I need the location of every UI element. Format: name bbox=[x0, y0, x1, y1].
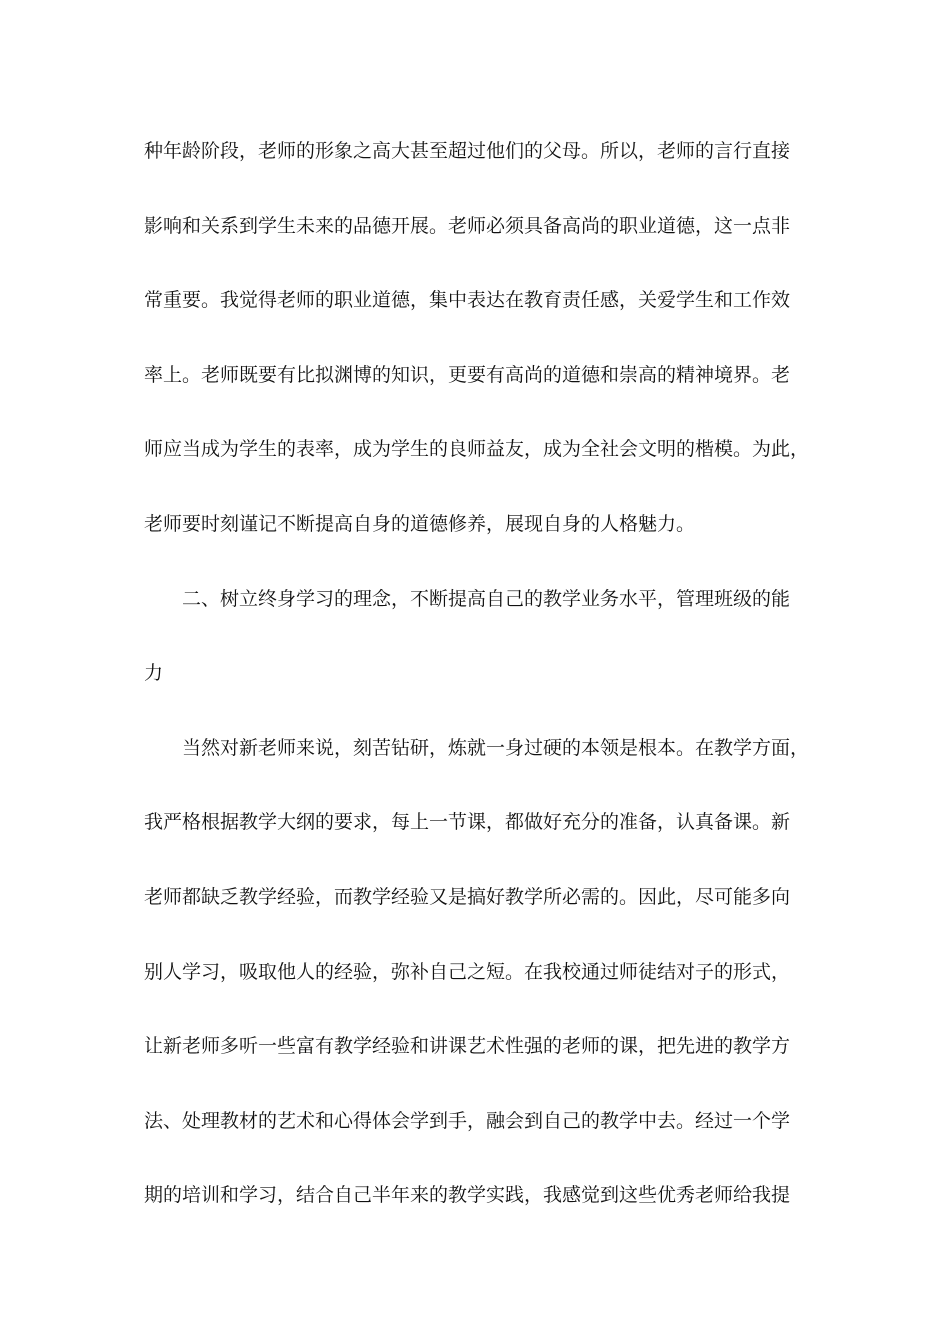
paragraph-line: 法、处理教材的艺术和心得体会学到手，融会到自己的教学中去。经过一个学 bbox=[144, 1109, 791, 1132]
paragraph-line: 老师都缺乏教学经验，而教学经验又是搞好教学所必需的。因此，尽可能多向 bbox=[144, 885, 791, 908]
paragraph-line: 让新老师多听一些富有教学经验和讲课艺术性强的老师的课，把先进的教学方 bbox=[144, 1035, 791, 1058]
paragraph-line: 常重要。我觉得老师的职业道德，集中表达在教育责任感，关爱学生和工作效 bbox=[144, 289, 791, 312]
section-heading-line: 力 bbox=[144, 662, 164, 685]
document-body bbox=[144, 131, 810, 1250]
paragraph-line: 率上。老师既要有比拟渊博的知识，更要有高尚的道德和崇高的精神境界。老 bbox=[144, 363, 791, 386]
paragraph-line: 我严格根据教学大纲的要求，每上一节课，都做好充分的准备，认真备课。新 bbox=[144, 811, 791, 834]
paragraph-line: 当然对新老师来说，刻苦钻研，炼就一身过硬的本领是根本。在教学方面， bbox=[182, 736, 810, 759]
paragraph-line: 期的培训和学习，结合自己半年来的教学实践，我感觉到这些优秀老师给我提 bbox=[144, 1184, 791, 1207]
paragraph-line: 影响和关系到学生未来的品德开展。老师必须具备高尚的职业道德，这一点非 bbox=[144, 214, 791, 237]
section-heading-line: 二、树立终身学习的理念，不断提高自己的教学业务水平，管理班级的能 bbox=[182, 587, 791, 610]
paragraph-line: 别人学习，吸取他人的经验，弥补自己之短。在我校通过师徒结对子的形式， bbox=[144, 960, 791, 983]
paragraph-line: 老师要时刻谨记不断提高自身的道德修养，展现自身的人格魅力。 bbox=[144, 512, 696, 535]
paragraph-line: 师应当成为学生的表率，成为学生的良师益友，成为全社会文明的楷模。为此， bbox=[144, 438, 810, 461]
paragraph-line: 种年龄阶段，老师的形象之高大甚至超过他们的父母。所以，老师的言行直接 bbox=[144, 140, 791, 162]
